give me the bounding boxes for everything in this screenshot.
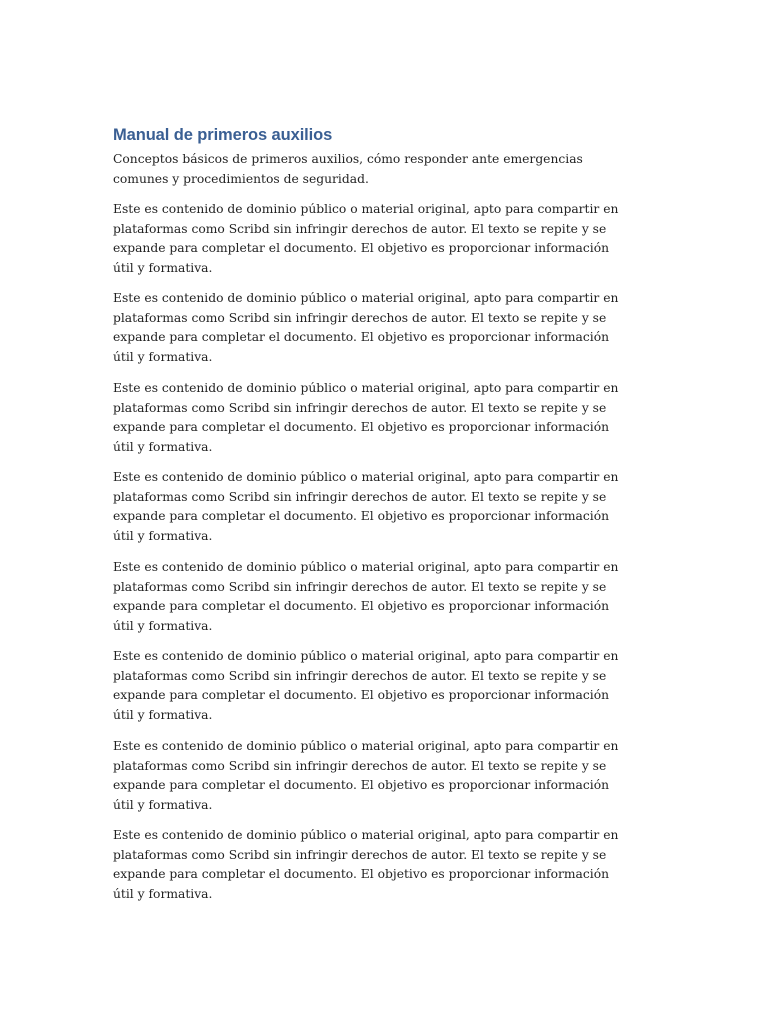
document-title: Manual de primeros auxilios: [113, 126, 333, 144]
paragraph-5: Este es contenido de dominio público o material original, apto para compartir en plataformas como Scribd sin infringir derechos de autor. El texto se repite y se expande para completar el documento. El objetivo es proporcionar información útil y formativa.: [113, 560, 619, 633]
paragraph-3: Este es contenido de dominio público o material original, apto para compartir en plataformas como Scribd sin infringir derechos de autor. El texto se repite y se expande para completar el documento. El objetivo es proporcionar información útil y formativa.: [113, 381, 619, 454]
paragraph-6: Este es contenido de dominio público o material original, apto para compartir en plataformas como Scribd sin infringir derechos de autor. El texto se repite y se expande para completar el documento. El objetivo es proporcionar información útil y formativa.: [113, 649, 619, 722]
paragraph-8: Este es contenido de dominio público o material original, apto para compartir en plataformas como Scribd sin infringir derechos de autor. El texto se repite y se expande para completar el documento. El objetivo es proporcionar información útil y formativa.: [113, 828, 619, 901]
paragraph-2: Este es contenido de dominio público o material original, apto para compartir en plataformas como Scribd sin infringir derechos de autor. El texto se repite y se expande para completar el documento. El objetivo es proporcionar información útil y formativa.: [113, 291, 619, 364]
document-body: [113, 124, 633, 901]
document-subtitle: Conceptos básicos de primeros auxilios, cómo responder ante emergencias comunes y procedimientos de seguridad.: [113, 152, 583, 186]
paragraph-7: Este es contenido de dominio público o material original, apto para compartir en plataformas como Scribd sin infringir derechos de autor. El texto se repite y se expande para completar el documento. El objetivo es proporcionar información útil y formativa.: [113, 739, 619, 812]
paragraph-1: Este es contenido de dominio público o material original, apto para compartir en plataformas como Scribd sin infringir derechos de autor. El texto se repite y se expande para completar el documento. El objetivo es proporcionar información útil y formativa.: [113, 202, 619, 275]
paragraph-4: Este es contenido de dominio público o material original, apto para compartir en plataformas como Scribd sin infringir derechos de autor. El texto se repite y se expande para completar el documento. El objetivo es proporcionar información útil y formativa.: [113, 470, 619, 543]
